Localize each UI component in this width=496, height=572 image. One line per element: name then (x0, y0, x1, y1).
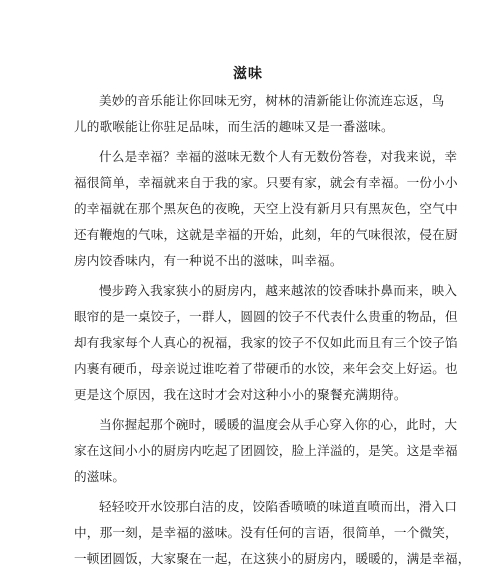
paragraph-3 (74, 278, 458, 408)
text-line: 慢步跨入我家狭小的厨房内，越来越浓的饺香味扑鼻而来，映入 (99, 283, 458, 298)
text-line: 家在这间小小的厨房内吃起了团圆饺，脸上洋溢的，是笑。这是幸福 (74, 443, 458, 458)
text-line: 儿的歌喉能让你驻足品味，而生活的趣味又是一番滋味。 (74, 119, 394, 134)
text-line: 更是这个原因，我在这时才会对这种小小的聚餐充满期待。 (74, 387, 407, 402)
text-line: 眼帘的是一桌饺子，一群人，圆圆的饺子不代表什么贵重的物品，但 (74, 309, 458, 324)
paragraph-5 (74, 494, 471, 572)
text-line: 的滋味。 (74, 469, 126, 484)
text-line: 的幸福就在那个黑灰色的夜晚，天空上没有新月只有黑灰色，空气中 (74, 201, 458, 216)
text-line: 中，那一刻，是幸福的滋味。没有任何的言语，很简单，一个微笑， (74, 525, 458, 540)
text-line: 美妙的音乐能让你回味无穷，树林的清新能让你流连忘返，鸟 (99, 93, 445, 108)
paragraph-4 (74, 412, 458, 490)
document-body (74, 88, 471, 572)
text-line: 内裹有硬币，母亲说过谁吃着了带硬币的水饺，来年会交上好运。也 (74, 361, 458, 376)
paragraph-2 (74, 144, 458, 274)
text-line: 福很简单，幸福就来自于我的家。只要有家，就会有幸福。一份小小 (74, 175, 458, 190)
text-line: 还有鞭炮的气味，这就是幸福的开始，此刻，年的气味很浓，侵在厨 (74, 227, 458, 242)
document-title: 滋味 (233, 66, 263, 82)
text-line: 一顿团圆饭，大家聚在一起，在这狭小的厨房内，暖暖的，满是幸福， (74, 551, 471, 566)
text-line: 房内饺香味内，有一种说不出的滋味，叫幸福。 (74, 253, 343, 268)
text-line: 轻轻咬开水饺那白洁的皮，饺陷香喷喷的味道直喷而出，滑入口 (99, 499, 458, 514)
text-line: 什么是幸福？幸福的滋味无数个人有无数份答卷，对我来说，幸 (99, 149, 458, 164)
text-line: 当你握起那个碗时，暖暖的温度会从手心穿入你的心，此时，大 (99, 417, 458, 432)
paragraph-1 (74, 88, 445, 140)
text-line: 却有我家每个人真心的祝福，我家的饺子不仅如此而且有三个饺子馅 (74, 335, 458, 350)
